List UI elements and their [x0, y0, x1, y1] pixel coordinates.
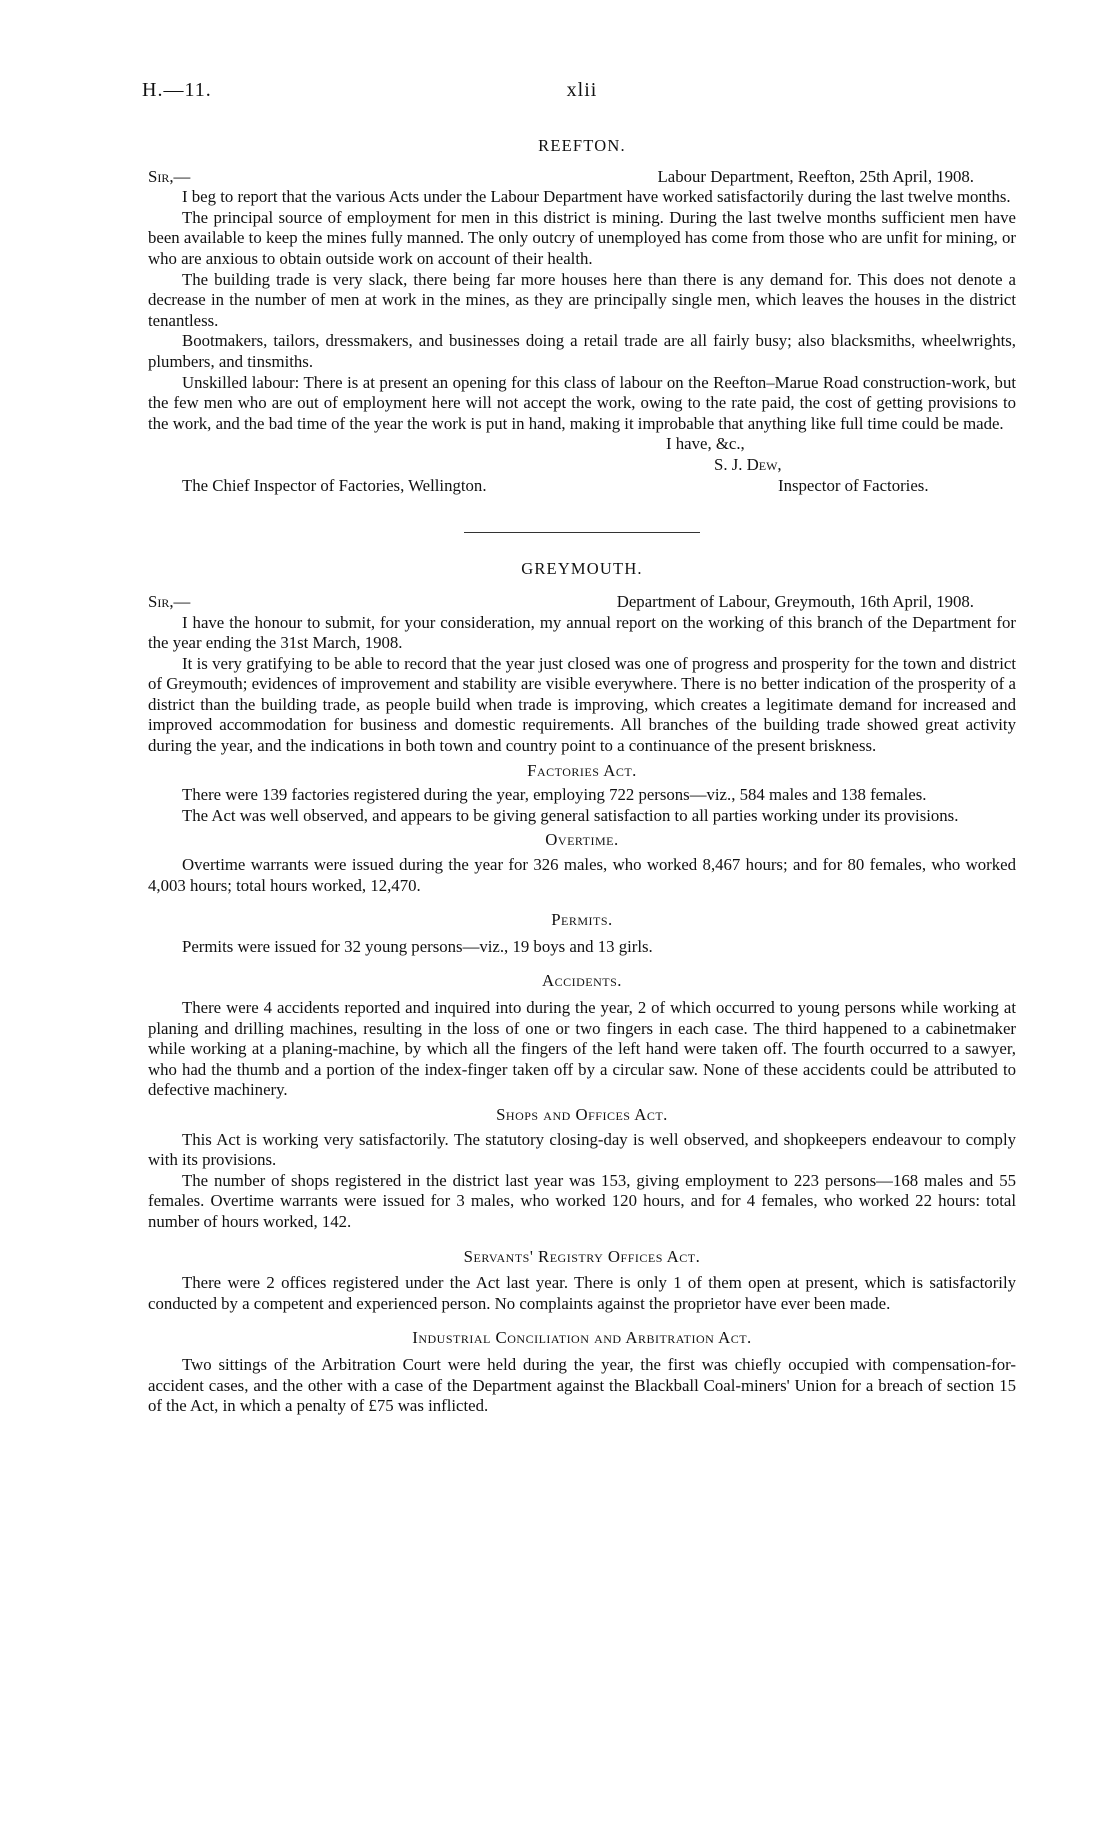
overtime-heading: Overtime.: [545, 830, 619, 850]
permits-paragraph: Permits were issued for 32 young persons—viz., 19 boys and 13 girls.: [182, 936, 653, 956]
permits-heading: Permits.: [551, 910, 613, 930]
signature-text: S. J. Dew,: [714, 454, 782, 474]
industrial-paragraph: Two sittings of the Arbitration Court were held during the year, the first was chiefly occupied with compensation-for-accident cases, and the other with a case of the Department against the Blackball Coal-miners' Union for a breach of section 15 of the Act, in which a penalty of £75 was inflicted.: [148, 1354, 1016, 1416]
shops-paragraph: This Act is working very satisfactorily. The statutory closing-day is well observed, and shopkeepers endeavour to comply with its provisions.: [148, 1129, 1016, 1170]
greymouth-title: GREYMOUTH.: [521, 559, 643, 579]
reefton-closing: [148, 434, 1016, 496]
overtime-paragraph: Overtime warrants were issued during the year for 326 males, who worked 8,467 hours; and for 80 females, who worked 4,003 hours; total hours worked, 12,470.: [148, 855, 1016, 895]
greymouth-paragraph: It is very gratifying to be able to record that the year just closed was one of progress and prosperity for the town and district of Greymouth; evidences of improvement and stability are visible everywhere. There is no better indication of the prosperity of a district than the building trade, as people build when trade is improving, which creates a legitimate demand for increased and improved accommodation for business and domestic requirements. All branches of the building trade showed great activity during the year, and the indications in both town and country point to a continuance of the present briskness.: [148, 653, 1016, 756]
shops-paragraph: The number of shops registered in the district last year was 153, giving employment to 223 persons—168 males and 55 females. Overtime warrants were issued for 3 males, who worked 120 hours, and for 4 females, who worked 22 hours: total number of hours worked, 142.: [148, 1170, 1016, 1231]
accidents-heading: Accidents.: [542, 971, 622, 991]
factories-paragraph: The Act was well observed, and appears to be giving general satisfaction to all parties working under its provisions.: [182, 805, 959, 825]
factories-paragraph: There were 139 factories registered during the year, employing 722 persons—viz., 584 males and 138 females.: [182, 785, 927, 805]
running-head: [142, 79, 1016, 114]
section-divider: [464, 532, 700, 533]
greymouth-salutation: Sir,—: [148, 591, 191, 611]
reefton-title: REEFTON.: [538, 136, 626, 155]
signature-title: Inspector of Factories.: [778, 475, 929, 495]
reefton-report: [148, 136, 1016, 496]
page-number: xlii: [566, 79, 598, 101]
reefton-salutation-line: [148, 167, 1016, 188]
reefton-salutation: Sir,—: [148, 166, 191, 186]
industrial-act-heading: Industrial Conciliation and Arbitration Act.: [412, 1328, 752, 1348]
reefton-paragraph: Bootmakers, tailors, dressmakers, and businesses doing a retail trade are all fairly busy; also blacksmiths, wheelwrights, plumbers, and tinsmiths.: [148, 331, 1016, 371]
reefton-paragraph: The building trade is very slack, there being far more houses here than there is any demand for. This does not denote a decrease in the number of men at work in the mines, as they are principally single men, which leaves the houses in the district tenantless.: [148, 269, 1016, 330]
factories-act-heading: Factories Act.: [527, 760, 637, 780]
reefton-paragraph: I beg to report that the various Acts under the Labour Department have worked satisfactorily during the last twelve months.: [182, 187, 1011, 207]
greymouth-salutation-line: [148, 592, 1016, 613]
accidents-paragraph: There were 4 accidents reported and inquired into during the year, 2 of which occurred to young persons while working at planing and drilling machines, resulting in the loss of one or two fingers in each case. The third happened to a cabinetmaker while working at a planing-machine, by which all the fingers of the left hand were taken off. The fourth occurred to a sawyer, who had the thumb and a portion of the index-finger taken off by a circular saw. None of these accidents could be attributed to defective machinery.: [148, 998, 1016, 1100]
addressee: The Chief Inspector of Factories, Wellington.: [182, 475, 487, 495]
reefton-paragraph: Unskilled labour: There is at present an opening for this class of labour on the Reefton–Marue Road construction-work, but the few men who are out of employment here will not accept the work, owing to the rate paid, the cost of getting provisions to the work, and the bad time of the year the work is put in hand, making it improbable that anything like full time could be made.: [148, 372, 1016, 433]
servants-paragraph: There were 2 offices registered under the Act last year. There is only 1 of them open at present, which is satisfactorily conducted by a competent and experienced person. No complaints against the proprietor have ever been made.: [148, 1273, 1016, 1313]
servants-act-heading: Servants' Registry Offices Act.: [463, 1246, 701, 1266]
page-reference: H.—11.: [142, 79, 212, 101]
greymouth-paragraph: I have the honour to submit, for your consideration, my annual report on the working of this branch of the Department for the year ending the 31st March, 1908.: [148, 612, 1016, 653]
greymouth-date-line: Department of Labour, Greymouth, 16th April, 1908.: [616, 591, 974, 611]
reefton-paragraph: The principal source of employment for men in this district is mining. During the last twelve months sufficient men have been available to keep the mines fully manned. The only outcry of unemployed has come from those who are unfit for mining, or who are anxious to obtain outside work on account of their health.: [148, 207, 1016, 268]
greymouth-report: [148, 559, 1016, 1416]
reefton-date-line: Labour Department, Reefton, 25th April, 1908.: [657, 166, 974, 186]
shops-act-heading: Shops and Offices Act.: [496, 1104, 668, 1124]
closing-phrase: I have, &c.,: [666, 434, 745, 454]
signature-name: [714, 455, 782, 476]
